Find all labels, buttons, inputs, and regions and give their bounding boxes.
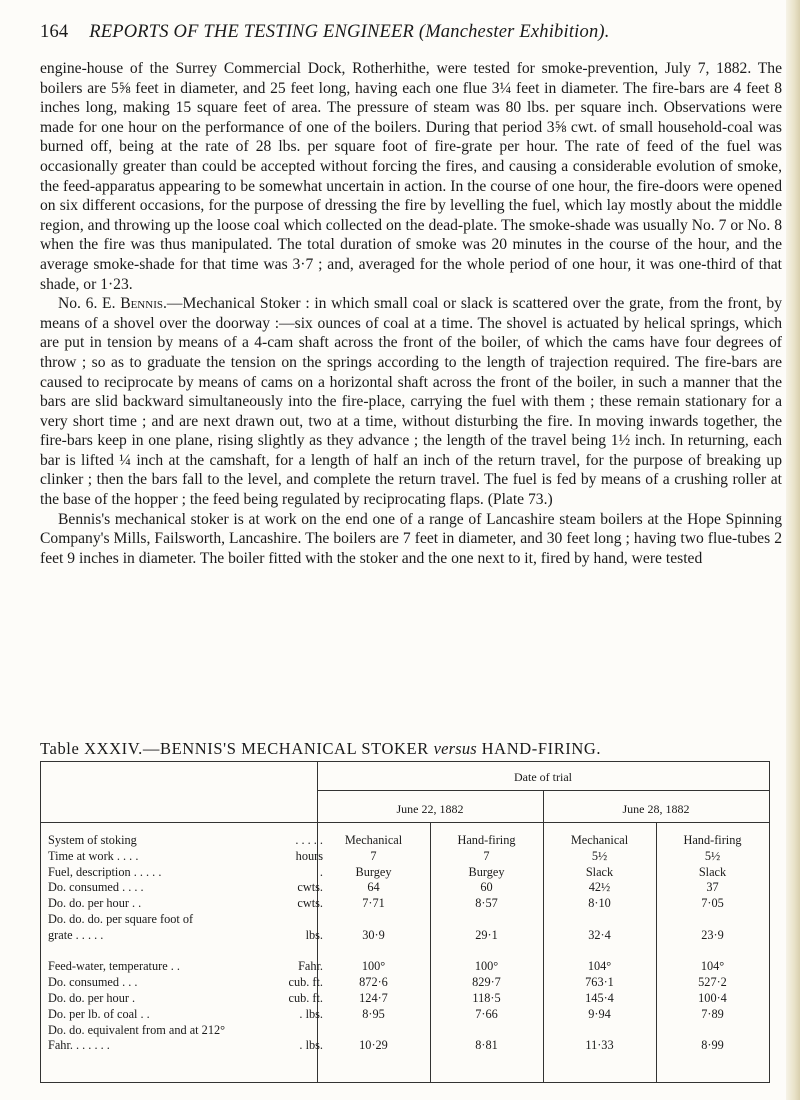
table-cell: 7·66 [475, 1006, 498, 1021]
table-cell: 8·57 [475, 896, 498, 911]
table-cell: 10·29 [359, 1038, 388, 1053]
row-label-unit: lbs. [305, 927, 323, 942]
column-2 [430, 833, 543, 1054]
table-cell: 104° [700, 959, 725, 974]
table-cell: 829·7 [472, 975, 501, 990]
row-label-text: Time at work . . . . [48, 848, 139, 863]
running-header [40, 22, 780, 43]
row-label-text: System of stoking [48, 833, 137, 847]
row-label-text: grate . . . . . [48, 927, 104, 942]
table-cell: 32·4 [588, 927, 611, 942]
table-cell: Mechanical [570, 833, 629, 847]
table-cell: 8·99 [701, 1038, 724, 1053]
table-cell: Slack [585, 864, 614, 879]
table-cell: 7 [370, 848, 377, 863]
date-header-1: June 22, 1882 [396, 802, 464, 816]
paragraph-3: Bennis's mechanical stoker is at work on the end one of a range of Lancashire steam boilers at the Hope Spinning Company's Mills, Failsworth, Lancashire. The boilers are 7 feet in diameter, and 30 feet long ; having two flue-tubes 2 feet 9 inches in diameter. The boiler fitted with the stoker and the one next to it, fired by hand, were tested [40, 510, 782, 567]
table-cell: 527·2 [698, 975, 727, 990]
paragraph-2-text: .—Mechanical Stoker : in which small coal or slack is scattered over the grate, from the front, by means of a shovel over the doorway :—six ounces of coal at a time. The shovel is actuated by helical springs, which are put in tension by means of a 4-cam shaft across the front of the boiler, of which the cams have four degrees of throw ; so as to graduate the tension on the springs according to the length of trajection required. The fire-bars are caused to reciprocate by means of cams on a horizontal shaft across the front of the boiler, in such a manner that the bars are slid backward simultaneously into the fire-place, carrying the fuel with them ; these remain stationary for a very short time ; and are next drawn out, two at a time, without disturbing the fire. In moving inwards together, the fire-bars keep in one plane, rising slightly as they advance ; the length of the travel being 1½ inch. In returning, each bar is lifted ¼ inch at the camshaft, for a length of half an inch of the return travel, for the purpose of breaking up clinker ; then the bars fall to the level, and complete the return travel. The fuel is fed by means of a crushing roller at the base of the hopper ; the feed being regulated by reciprocating flaps. (Plate 73.) [40, 295, 782, 509]
row-label [48, 1007, 323, 1023]
table-cell: Burgey [468, 864, 505, 879]
row-label-unit: hours [295, 848, 323, 863]
header-title: REPORTS OF THE TESTING ENGINEER [89, 22, 414, 42]
row-label [48, 944, 323, 960]
row-label [48, 975, 323, 991]
table-cell: 8·10 [588, 896, 611, 911]
row-label-text: Feed-water, temperature . . [48, 959, 180, 974]
table-cell: 11·33 [585, 1038, 614, 1053]
row-label-text: Do. do. equivalent from and at 212° [48, 1022, 226, 1037]
table-cell [543, 912, 656, 928]
row-label [48, 865, 323, 881]
table-cell [543, 1023, 656, 1039]
row-label-unit: cub. ft. [288, 990, 323, 1005]
column-4 [656, 833, 769, 1054]
table-cell: 42½ [588, 880, 611, 895]
table-cell: 100° [474, 959, 499, 974]
row-label-unit: . lbs. [299, 1038, 323, 1053]
table-cell: Burgey [355, 864, 392, 879]
row-label-unit: cwts. [297, 880, 323, 895]
table-cell: Hand-firing [683, 833, 742, 847]
table-cell: 7·71 [362, 896, 385, 911]
row-label-text: Do. consumed . . . [48, 975, 138, 990]
row-label-text: Do. per lb. of coal . . [48, 1006, 150, 1021]
row-label-text: Fuel, description . . . . . [48, 864, 162, 879]
table-cell: 5½ [704, 848, 721, 863]
table-cell: 100·4 [698, 990, 727, 1005]
table-cell: Hand-firing [457, 833, 516, 847]
table-cell: 100° [361, 959, 386, 974]
table-cell [656, 1023, 769, 1039]
table-cell: 7·05 [701, 896, 724, 911]
table-cell [656, 944, 769, 960]
body-text [40, 59, 782, 568]
table-title-suffix: HAND-FIRING. [476, 739, 602, 758]
row-label-text: Do. consumed . . . . [48, 880, 144, 895]
row-label [48, 1038, 323, 1054]
table-cell: 145·4 [585, 990, 614, 1005]
row-label [48, 912, 323, 928]
table-cell [317, 944, 430, 960]
table-title [40, 739, 782, 759]
table-cell: 124·7 [359, 990, 388, 1005]
table-cell: 9·94 [588, 1006, 611, 1021]
header-subtitle: (Manchester Exhibition). [418, 22, 610, 42]
row-label-text: Do. do. per hour . [48, 990, 136, 1005]
table-cell: 118·5 [472, 990, 501, 1005]
row-label-text: Fahr. . . . . . . [48, 1038, 110, 1053]
row-label [48, 928, 323, 944]
table-cell: 763·1 [585, 975, 614, 990]
table-divider [41, 822, 769, 823]
table-cell [317, 912, 430, 928]
row-label [48, 991, 323, 1007]
table-cell [430, 1023, 543, 1039]
row-label [48, 833, 323, 849]
table-title-versus: versus [433, 739, 477, 758]
row-label-unit: cub. ft. [288, 975, 323, 990]
table-cell: 29·1 [475, 927, 498, 942]
table-cell [656, 912, 769, 928]
table-cell: 23·9 [701, 927, 724, 942]
row-label [48, 1023, 323, 1039]
table-cell: 5½ [591, 848, 608, 863]
table-title-prefix: Table XXXIV.—BENNIS'S MECHANICAL STOKER [40, 739, 434, 758]
paragraph-1: engine-house of the Surrey Commercial Dock, Rotherhithe, were tested for smoke-prevention, July 7, 1882. The boilers are 5⅝ feet in diameter, and 25 feet long, having each one flue 3¼ feet in diameter. The fire-bars are 4 feet 8 inches long, making 15 square feet of area. The pressure of steam was 80 lbs. per square inch. Observations were made for one hour on the performance of one of the boilers. During that period 3⅝ cwt. of small household-coal was burned off, being at the rate of 28 lbs. per square foot of fire-grate per hour. The rate of feed of the fuel was occasionally greater than could be accepted without forcing the fires, and causing a considerable evolution of smoke, the feed-apparatus appearing to be somewhat uncertain in action. In the course of one hour, the fire-doors were opened on six different occasions, for the purpose of dressing the fire by levelling the fuel, which lay mostly about the middle region, and throwing up the loose coal which collected on the dead-plate. The smoke-shade was usually No. 7 or No. 8 when the fire was thus manipulated. The total duration of smoke was 20 minutes in the course of the hour, and the average smoke-shade for that time was 3·7 ; and, averaged for the whole period of one hour, it was one-third of that shade, or 1·23. [40, 60, 782, 293]
paragraph-2-name: Bennis [120, 295, 163, 313]
row-label [48, 849, 323, 865]
table-cell: 8·81 [475, 1038, 498, 1053]
table-cell: 30·9 [362, 927, 385, 942]
paragraph-2-lead: No. 6. E. [58, 295, 121, 313]
data-table [40, 761, 770, 1083]
column-3 [543, 833, 656, 1054]
row-labels [48, 833, 323, 1054]
table-cell [430, 912, 543, 928]
row-label-text: Do. do. do. per square foot of [48, 911, 194, 926]
date-header-2: June 28, 1882 [622, 802, 690, 816]
table-cell: 37 [706, 880, 719, 895]
row-label-unit: . . . . . [295, 833, 323, 847]
date-of-trial-header: Date of trial [514, 770, 572, 784]
row-label-text: Do. do. per hour . . [48, 896, 142, 911]
table-cell [543, 944, 656, 960]
table-cell: 104° [587, 959, 612, 974]
row-label [48, 880, 323, 896]
table-cell [317, 1023, 430, 1039]
row-label-unit: cwts. [297, 896, 323, 911]
table-cell: 7·89 [701, 1006, 724, 1021]
row-label-unit: . lbs. [299, 1006, 323, 1021]
table-cell: 60 [480, 880, 493, 895]
row-label-unit: . [319, 864, 323, 879]
table-cell: Slack [698, 864, 727, 879]
table-cell: 7 [483, 848, 490, 863]
page-number: 164 [40, 22, 69, 42]
table-cell: 872·6 [359, 975, 388, 990]
table-cell [430, 944, 543, 960]
column-1 [317, 833, 430, 1054]
page-edge [786, 0, 800, 1100]
row-label [48, 959, 323, 975]
row-label-unit: Fahr. [298, 959, 323, 974]
table-cell: Mechanical [344, 833, 403, 847]
table-cell: 8·95 [362, 1006, 385, 1021]
table-cell: 64 [367, 880, 380, 895]
paragraph-2 [40, 294, 782, 510]
row-label [48, 896, 323, 912]
